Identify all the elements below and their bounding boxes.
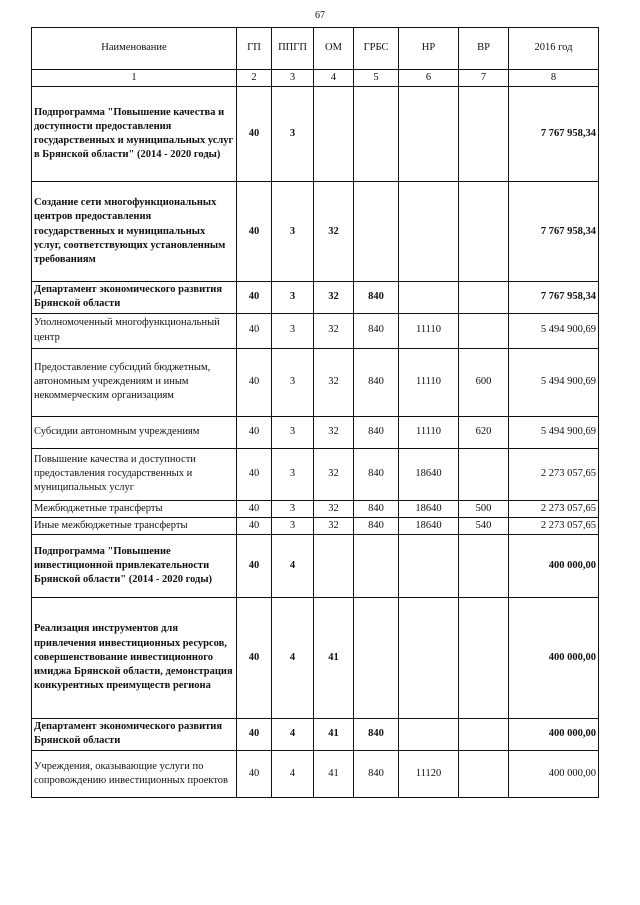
row-name: Повышение качества и доступности предоставления государственных и муниципальных услуг [32, 448, 237, 500]
row-nr [399, 182, 459, 282]
row-sum-2016: 2 273 057,65 [509, 500, 599, 517]
row-ppgp: 3 [272, 87, 314, 182]
header-year: 2016 год [509, 28, 599, 70]
row-ppgp: 3 [272, 448, 314, 500]
row-om: 32 [314, 313, 354, 348]
row-vr [459, 534, 509, 597]
row-om [314, 87, 354, 182]
table-row [32, 182, 599, 282]
row-grbs: 840 [354, 282, 399, 313]
row-vr [459, 313, 509, 348]
header-ppgp: ППГП [272, 28, 314, 70]
row-vr [459, 750, 509, 797]
header-vr: ВР [459, 28, 509, 70]
row-name: Предоставление субсидий бюджетным, автономным учреждениям и иным некоммерческим организациям [32, 348, 237, 416]
table-row [32, 718, 599, 750]
row-name: Межбюджетные трансферты [32, 500, 237, 517]
row-name: Создание сети многофункциональных центров предоставления государственных и муниципальных услуг, соответствующих установленным требованиям [32, 182, 237, 282]
row-name: Подпрограмма "Повышение качества и доступности предоставления государственных и муниципальных услуг в Брянской области" (2014 - 2020 годы) [32, 87, 237, 182]
row-gp: 40 [237, 500, 272, 517]
row-om: 41 [314, 750, 354, 797]
row-om: 32 [314, 517, 354, 534]
row-grbs [354, 534, 399, 597]
row-vr: 620 [459, 416, 509, 448]
row-gp: 40 [237, 718, 272, 750]
row-grbs [354, 597, 399, 718]
row-ppgp: 3 [272, 282, 314, 313]
row-gp: 40 [237, 416, 272, 448]
index-cell: 7 [459, 70, 509, 87]
row-vr [459, 282, 509, 313]
row-om: 32 [314, 348, 354, 416]
budget-table [31, 27, 599, 798]
row-sum-2016: 5 494 900,69 [509, 348, 599, 416]
row-sum-2016: 400 000,00 [509, 534, 599, 597]
row-name: Уполномоченный многофункциональный центр [32, 313, 237, 348]
row-nr: 11110 [399, 313, 459, 348]
row-sum-2016: 400 000,00 [509, 718, 599, 750]
header-name: Наименование [32, 28, 237, 70]
row-ppgp: 4 [272, 534, 314, 597]
row-ppgp: 4 [272, 750, 314, 797]
column-index-row [32, 70, 599, 87]
index-cell: 5 [354, 70, 399, 87]
row-ppgp: 3 [272, 416, 314, 448]
row-om: 32 [314, 448, 354, 500]
index-cell: 6 [399, 70, 459, 87]
row-om: 41 [314, 718, 354, 750]
row-gp: 40 [237, 448, 272, 500]
table-body [32, 87, 599, 798]
row-ppgp: 4 [272, 597, 314, 718]
table-row [32, 597, 599, 718]
row-name: Департамент экономического развития Брянской области [32, 282, 237, 313]
row-name: Подпрограмма "Повышение инвестиционной привлекательности Брянской области" (2014 - 2020 годы) [32, 534, 237, 597]
row-nr [399, 597, 459, 718]
row-gp: 40 [237, 534, 272, 597]
row-om [314, 534, 354, 597]
row-name: Департамент экономического развития Брянской области [32, 718, 237, 750]
row-om: 32 [314, 282, 354, 313]
row-grbs: 840 [354, 313, 399, 348]
row-nr: 11110 [399, 416, 459, 448]
table-row [32, 87, 599, 182]
row-sum-2016: 2 273 057,65 [509, 517, 599, 534]
row-sum-2016: 5 494 900,69 [509, 313, 599, 348]
row-ppgp: 3 [272, 517, 314, 534]
row-om: 41 [314, 597, 354, 718]
row-gp: 40 [237, 87, 272, 182]
row-vr [459, 182, 509, 282]
row-vr: 540 [459, 517, 509, 534]
row-vr [459, 718, 509, 750]
row-ppgp: 3 [272, 500, 314, 517]
row-gp: 40 [237, 182, 272, 282]
row-nr: 11120 [399, 750, 459, 797]
row-vr [459, 87, 509, 182]
row-nr [399, 282, 459, 313]
table-row [32, 348, 599, 416]
header-nr: НР [399, 28, 459, 70]
row-gp: 40 [237, 313, 272, 348]
row-gp: 40 [237, 750, 272, 797]
row-gp: 40 [237, 517, 272, 534]
header-gp: ГП [237, 28, 272, 70]
row-gp: 40 [237, 282, 272, 313]
index-cell: 4 [314, 70, 354, 87]
row-grbs [354, 182, 399, 282]
row-name: Реализация инструментов для привлечения инвестиционных ресурсов, совершенствование инвестиционного имиджа Брянской области, демонстрация конкурентных преимуществ региона [32, 597, 237, 718]
row-ppgp: 3 [272, 313, 314, 348]
row-sum-2016: 5 494 900,69 [509, 416, 599, 448]
row-nr: 18640 [399, 517, 459, 534]
row-grbs: 840 [354, 750, 399, 797]
row-ppgp: 3 [272, 182, 314, 282]
row-grbs [354, 87, 399, 182]
row-ppgp: 4 [272, 718, 314, 750]
header-om: ОМ [314, 28, 354, 70]
table-row [32, 500, 599, 517]
row-om: 32 [314, 182, 354, 282]
table-row [32, 416, 599, 448]
row-vr: 500 [459, 500, 509, 517]
index-cell: 1 [32, 70, 237, 87]
row-grbs: 840 [354, 348, 399, 416]
index-cell: 8 [509, 70, 599, 87]
row-name: Субсидии автономным учреждениям [32, 416, 237, 448]
table-row [32, 534, 599, 597]
row-om: 32 [314, 416, 354, 448]
row-nr: 18640 [399, 500, 459, 517]
row-om: 32 [314, 500, 354, 517]
row-vr: 600 [459, 348, 509, 416]
row-nr [399, 87, 459, 182]
table-row [32, 517, 599, 534]
row-vr [459, 597, 509, 718]
row-sum-2016: 400 000,00 [509, 597, 599, 718]
row-sum-2016: 2 273 057,65 [509, 448, 599, 500]
header-grbs: ГРБС [354, 28, 399, 70]
row-sum-2016: 7 767 958,34 [509, 182, 599, 282]
index-cell: 3 [272, 70, 314, 87]
row-gp: 40 [237, 348, 272, 416]
row-grbs: 840 [354, 416, 399, 448]
row-nr [399, 534, 459, 597]
index-cell: 2 [237, 70, 272, 87]
table-row [32, 750, 599, 797]
table-row [32, 282, 599, 313]
row-name: Иные межбюджетные трансферты [32, 517, 237, 534]
header-row [32, 28, 599, 70]
row-gp: 40 [237, 597, 272, 718]
page-number: 67 [315, 10, 325, 21]
row-sum-2016: 7 767 958,34 [509, 282, 599, 313]
row-grbs: 840 [354, 448, 399, 500]
table-row [32, 313, 599, 348]
row-nr [399, 718, 459, 750]
row-vr [459, 448, 509, 500]
row-nr: 18640 [399, 448, 459, 500]
row-name: Учреждения, оказывающие услуги по сопровождению инвестиционных проектов [32, 750, 237, 797]
row-sum-2016: 7 767 958,34 [509, 87, 599, 182]
row-sum-2016: 400 000,00 [509, 750, 599, 797]
row-grbs: 840 [354, 500, 399, 517]
row-grbs: 840 [354, 517, 399, 534]
table-row [32, 448, 599, 500]
row-grbs: 840 [354, 718, 399, 750]
row-ppgp: 3 [272, 348, 314, 416]
row-nr: 11110 [399, 348, 459, 416]
